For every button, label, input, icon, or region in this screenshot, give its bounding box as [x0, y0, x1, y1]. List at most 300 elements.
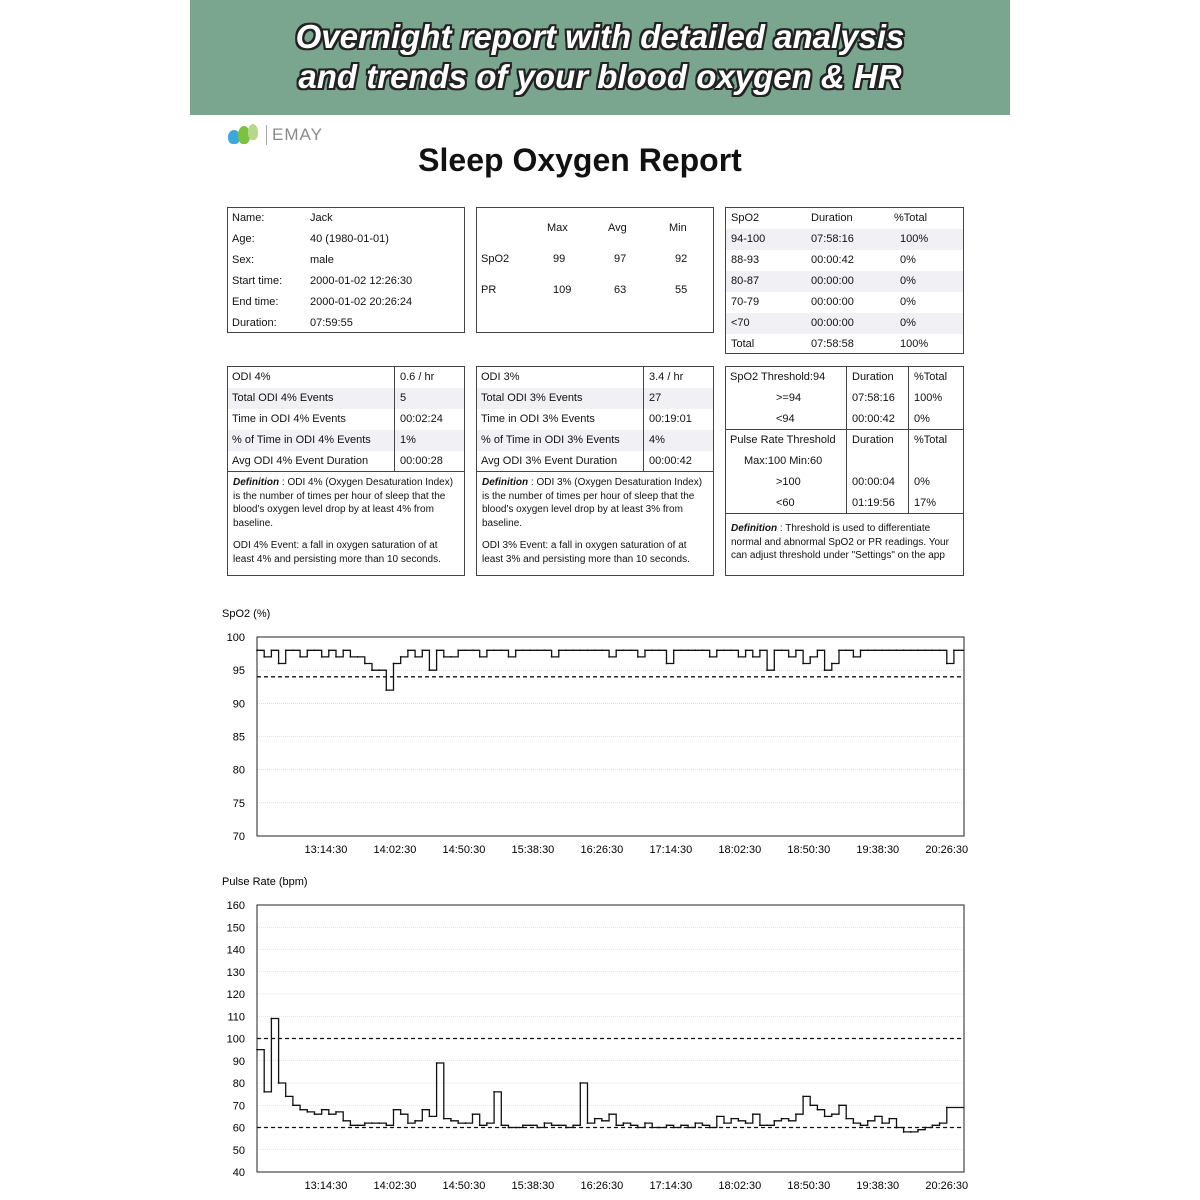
- data-point: [594, 649, 596, 651]
- data-point: [931, 649, 933, 651]
- data-point: [270, 649, 272, 651]
- data-point: [335, 656, 337, 658]
- data-point: [824, 1115, 826, 1117]
- data-point: [802, 663, 804, 665]
- data-point: [500, 1124, 502, 1126]
- data-point: [666, 1124, 668, 1126]
- data-point: [306, 649, 308, 651]
- data-point: [637, 1127, 639, 1129]
- data-point: [831, 663, 833, 665]
- data-point: [464, 1122, 466, 1124]
- x-tick-label: 18:50:30: [787, 1180, 831, 1192]
- field-label: End time:: [232, 296, 279, 308]
- data-point: [644, 649, 646, 651]
- data-point: [673, 1127, 675, 1129]
- data-point: [450, 1120, 452, 1122]
- summary-value: 63: [614, 284, 627, 296]
- x-tick-label: 18:50:30: [787, 844, 831, 856]
- data-point: [314, 1113, 316, 1115]
- data-point: [752, 1113, 754, 1115]
- data-point: [285, 1095, 287, 1097]
- data-point: [292, 1104, 294, 1106]
- column-header: Duration: [811, 212, 853, 224]
- odi-value: 00:02:24: [400, 413, 443, 425]
- dist-cell: 00:00:00: [811, 275, 854, 287]
- data-point: [745, 649, 747, 651]
- spo2-threshold-row: [726, 367, 963, 388]
- data-point: [385, 1124, 387, 1126]
- odi-value: 0.6 / hr: [400, 371, 435, 383]
- data-point: [450, 656, 452, 658]
- dist-cell: 00:00:00: [811, 296, 854, 308]
- x-tick-label: 18:02:30: [718, 844, 762, 856]
- data-point: [615, 1124, 617, 1126]
- x-tick-label: 14:50:30: [442, 1180, 486, 1192]
- pr-threshold-row: [726, 430, 963, 451]
- summary-header-row: [477, 218, 713, 239]
- data-point: [773, 1120, 775, 1122]
- data-point: [881, 1122, 883, 1124]
- data-point: [888, 649, 890, 651]
- data-series: [257, 1019, 964, 1132]
- summary-value: 92: [675, 253, 688, 265]
- y-tick-label: 110: [227, 1011, 245, 1024]
- data-point: [357, 656, 359, 658]
- data-point: [299, 656, 301, 658]
- dist-cell: 00:00:00: [811, 317, 854, 329]
- data-point: [630, 649, 632, 651]
- pulse-rate-chart: [0, 870, 1200, 1200]
- dist-cell: 0%: [900, 275, 916, 287]
- banner-line-2: and trends of your blood oxygen & HR: [298, 58, 902, 95]
- odi-label: Time in ODI 4% Events: [232, 413, 346, 425]
- y-tick-label: 80: [232, 764, 245, 777]
- data-point: [393, 1109, 395, 1111]
- data-point: [867, 649, 869, 651]
- y-tick-label: 130: [226, 966, 245, 979]
- x-tick-label: 15:38:30: [511, 844, 555, 856]
- odi-label: % of Time in ODI 3% Events: [481, 434, 620, 446]
- data-point: [587, 1122, 589, 1124]
- data-point: [795, 1113, 797, 1115]
- data-point: [522, 1124, 524, 1126]
- data-point: [766, 669, 768, 671]
- data-point: [457, 649, 459, 651]
- data-point: [400, 1113, 402, 1115]
- x-tick-label: 17:14:30: [649, 1180, 693, 1192]
- data-point: [551, 1124, 553, 1126]
- data-point: [263, 1091, 265, 1093]
- field-value: 2000-01-02 12:26:30: [310, 275, 413, 287]
- patient-row: [228, 313, 464, 334]
- data-point: [802, 1095, 804, 1097]
- data-point: [558, 1124, 560, 1126]
- data-point: [393, 663, 395, 665]
- dist-cell: <70: [731, 317, 750, 329]
- data-point: [709, 656, 711, 658]
- data-point: [694, 649, 696, 651]
- data-point: [486, 649, 488, 651]
- definition-text: [228, 472, 464, 579]
- odi-value: 00:19:01: [649, 413, 692, 425]
- data-point: [457, 1122, 459, 1124]
- data-point: [292, 649, 294, 651]
- data-point: [709, 1127, 711, 1129]
- y-tick-label: 40: [232, 1167, 245, 1179]
- data-point: [299, 1109, 301, 1111]
- data-point: [342, 1120, 344, 1122]
- event-definition: ODI 3% Event: a fall in oxygen saturation of at least 3% and persisting more than 10 seconds.: [482, 540, 690, 565]
- chart-title: SpO2 (%): [222, 608, 271, 620]
- data-point: [702, 649, 704, 651]
- y-tick-label: 50: [232, 1144, 245, 1157]
- data-point: [522, 649, 524, 651]
- odi-row: [228, 409, 464, 430]
- data-point: [752, 656, 754, 658]
- y-tick-label: 100: [226, 1033, 245, 1046]
- data-point: [658, 649, 660, 651]
- data-point: [364, 1122, 366, 1124]
- definition-label: Definition: [482, 477, 529, 488]
- data-point: [881, 649, 883, 651]
- definition-label: Definition: [731, 523, 778, 534]
- data-point: [687, 1127, 689, 1129]
- data-point: [515, 1127, 517, 1129]
- dist-header-row: [726, 208, 963, 229]
- dist-row: [726, 229, 963, 250]
- data-point: [910, 649, 912, 651]
- threshold-label: <94: [776, 413, 795, 425]
- field-value: Jack: [310, 212, 333, 224]
- summary-value: 55: [675, 284, 688, 296]
- data-point: [608, 656, 610, 658]
- data-point: [852, 1122, 854, 1124]
- odi-value: 27: [649, 392, 662, 404]
- definition-text: [477, 472, 713, 579]
- summary-value: 99: [553, 253, 566, 265]
- data-point: [644, 1122, 646, 1124]
- data-point: [572, 649, 574, 651]
- field-label: Duration:: [232, 317, 277, 329]
- dist-cell: 0%: [900, 254, 916, 266]
- data-point: [579, 1082, 581, 1084]
- data-point: [328, 1113, 330, 1115]
- data-point: [687, 649, 689, 651]
- threshold-duration: 00:00:42: [852, 413, 895, 425]
- odi-row: [477, 430, 713, 451]
- banner-line-1: Overnight report with detailed analysis: [295, 18, 905, 55]
- odi4-table: [227, 366, 465, 576]
- patient-row: [228, 292, 464, 313]
- column-header: Min: [669, 222, 687, 234]
- data-point: [378, 1122, 380, 1124]
- dist-cell: 100%: [900, 233, 929, 245]
- dist-cell: 88-93: [731, 254, 760, 266]
- data-point: [795, 649, 797, 651]
- summary-value: 109: [553, 284, 572, 296]
- x-tick-label: 19:38:30: [856, 844, 900, 856]
- dist-cell: 70-79: [731, 296, 760, 308]
- data-point: [407, 649, 409, 651]
- data-point: [278, 1082, 280, 1084]
- data-point: [939, 649, 941, 651]
- data-point: [529, 649, 531, 651]
- column-header: %Total: [894, 212, 928, 224]
- dist-cell: 00:00:42: [811, 254, 854, 266]
- odi-row: [477, 409, 713, 430]
- data-point: [773, 649, 775, 651]
- field-label: Name:: [232, 212, 265, 224]
- odi-value: 00:00:42: [649, 455, 692, 467]
- data-point: [493, 1091, 495, 1093]
- data-point: [400, 656, 402, 658]
- dist-row: [726, 313, 963, 334]
- data-point: [263, 656, 265, 658]
- chart-title: Pulse Rate (bpm): [222, 876, 308, 888]
- field-value: 40 (1980-01-01): [310, 233, 389, 245]
- patient-row: [228, 250, 464, 271]
- field-label: Start time:: [232, 275, 283, 287]
- data-point: [608, 1113, 610, 1115]
- definition-body: : ODI 4% (Oxygen Desaturation Index) is the number of times per hour of sleep that the blood's oxygen level drop by at least 4% from baseline.: [233, 477, 454, 529]
- dist-cell: 07:58:16: [811, 233, 854, 245]
- logo-text: EMAY: [266, 125, 323, 145]
- summary-table: [476, 207, 714, 333]
- data-point: [824, 669, 826, 671]
- odi-value: 00:00:28: [400, 455, 443, 467]
- data-point: [543, 649, 545, 651]
- data-point: [335, 1111, 337, 1113]
- threshold-label: Max:100 Min:60: [744, 455, 823, 467]
- threshold-percent: %Total: [914, 434, 948, 446]
- y-tick-label: 120: [226, 989, 245, 1001]
- data-point: [615, 649, 617, 651]
- data-point: [860, 649, 862, 651]
- data-point: [716, 1115, 718, 1117]
- divider: [477, 471, 713, 472]
- odi-label: Total ODI 4% Events: [232, 392, 334, 404]
- x-tick-label: 16:26:30: [580, 1180, 624, 1192]
- data-point: [314, 649, 316, 651]
- y-tick-label: 160: [226, 900, 245, 912]
- divider: [908, 367, 909, 513]
- odi-row: [477, 388, 713, 409]
- data-point: [342, 649, 344, 651]
- odi-label: ODI 3%: [481, 371, 520, 383]
- data-point: [385, 689, 387, 691]
- y-tick-label: 70: [232, 831, 245, 843]
- spo2-distribution-table: [725, 207, 964, 354]
- definition-body: : Threshold is used to differentiate normal and abnormal SpO2 or PR readings. Your can adjust threshold under "Settings" on the app: [731, 523, 949, 561]
- threshold-label: Pulse Rate Threshold: [730, 434, 836, 446]
- threshold-percent: 17%: [914, 497, 937, 509]
- y-tick-label: 95: [232, 665, 245, 678]
- dist-row: [726, 250, 963, 271]
- pr-threshold-row: [726, 451, 963, 472]
- definition-label: Definition: [233, 477, 280, 488]
- threshold-duration: 00:00:04: [852, 476, 895, 488]
- data-point: [536, 649, 538, 651]
- dist-cell: 07:58:58: [811, 338, 854, 350]
- data-point: [716, 649, 718, 651]
- odi-row: [477, 451, 713, 472]
- data-point: [472, 1113, 474, 1115]
- patient-row: [228, 271, 464, 292]
- data-point: [860, 1124, 862, 1126]
- dist-cell: Total: [731, 338, 755, 350]
- divider: [643, 367, 644, 472]
- data-point: [464, 649, 466, 651]
- x-tick-label: 14:50:30: [442, 844, 486, 856]
- x-tick-label: 13:14:30: [304, 844, 348, 856]
- definition-text: [726, 518, 963, 576]
- data-point: [910, 1131, 912, 1133]
- data-point: [579, 649, 581, 651]
- y-tick-label: 140: [226, 944, 245, 957]
- promo-banner: [190, 0, 1010, 115]
- data-point: [896, 1127, 898, 1129]
- data-point: [759, 1124, 761, 1126]
- x-tick-label: 16:26:30: [580, 844, 624, 856]
- field-value: 2000-01-02 20:26:24: [310, 296, 413, 308]
- data-point: [536, 1127, 538, 1129]
- data-point: [414, 1120, 416, 1122]
- data-point: [694, 1122, 696, 1124]
- divider: [846, 367, 847, 513]
- dist-cell: 100%: [900, 338, 929, 350]
- x-tick-label: 20:26:30: [925, 844, 969, 856]
- data-point: [730, 649, 732, 651]
- y-tick-label: 60: [232, 1122, 245, 1135]
- data-point: [500, 649, 502, 651]
- summary-value: 97: [614, 253, 627, 265]
- data-point: [623, 1122, 625, 1124]
- data-point: [867, 1120, 869, 1122]
- threshold-duration: 01:19:56: [852, 497, 895, 509]
- dist-cell: 0%: [900, 317, 916, 329]
- data-point: [737, 656, 739, 658]
- data-point: [831, 1113, 833, 1115]
- threshold-label: >=94: [776, 392, 802, 404]
- data-point: [443, 1118, 445, 1120]
- divider: [228, 471, 464, 472]
- y-tick-label: 70: [232, 1100, 245, 1113]
- data-point: [737, 1120, 739, 1122]
- data-point: [946, 663, 948, 665]
- data-point: [508, 656, 510, 658]
- data-point: [917, 649, 919, 651]
- data-point: [781, 649, 783, 651]
- data-point: [637, 656, 639, 658]
- data-point: [421, 1109, 423, 1111]
- x-tick-label: 14:02:30: [373, 1180, 417, 1192]
- data-point: [493, 649, 495, 651]
- data-point: [529, 1124, 531, 1126]
- data-point: [845, 1118, 847, 1120]
- data-point: [874, 1115, 876, 1117]
- odi-label: Avg ODI 3% Event Duration: [481, 455, 618, 467]
- y-tick-label: 150: [226, 922, 245, 935]
- data-point: [759, 649, 761, 651]
- data-point: [350, 1124, 352, 1126]
- data-point: [702, 1124, 704, 1126]
- x-tick-label: 15:38:30: [511, 1180, 555, 1192]
- data-point: [817, 1109, 819, 1111]
- data-point: [845, 649, 847, 651]
- data-point: [931, 1124, 933, 1126]
- odi-row: [228, 451, 464, 472]
- data-point: [896, 649, 898, 651]
- data-point: [723, 1122, 725, 1124]
- odi3-table: [476, 366, 714, 576]
- data-point: [371, 1122, 373, 1124]
- dist-row: [726, 292, 963, 313]
- data-point: [623, 649, 625, 651]
- data-point: [888, 1118, 890, 1120]
- pr-threshold-row: [726, 472, 963, 493]
- data-point: [601, 1120, 603, 1122]
- data-point: [680, 649, 682, 651]
- spo2-threshold-row: [726, 409, 963, 430]
- data-point: [436, 1062, 438, 1064]
- data-point: [838, 1104, 840, 1106]
- y-tick-label: 90: [232, 1055, 245, 1068]
- data-point: [256, 649, 258, 651]
- field-value: 07:59:55: [310, 317, 353, 329]
- data-point: [730, 1118, 732, 1120]
- threshold-label: >100: [776, 476, 801, 488]
- data-point: [407, 1122, 409, 1124]
- odi-value: 1%: [400, 434, 416, 446]
- dist-cell: 0%: [900, 296, 916, 308]
- dist-cell: 94-100: [731, 233, 766, 245]
- odi-value: 5: [400, 392, 407, 404]
- data-point: [817, 649, 819, 651]
- field-label: Age:: [232, 233, 255, 245]
- data-point: [723, 649, 725, 651]
- data-point: [651, 1127, 653, 1129]
- data-point: [515, 649, 517, 651]
- patient-info-table: [227, 207, 465, 333]
- data-point: [565, 1127, 567, 1129]
- data-point: [479, 1124, 481, 1126]
- summary-row: [477, 280, 713, 301]
- data-point: [924, 649, 926, 651]
- column-header: SpO2: [731, 212, 760, 224]
- data-point: [651, 649, 653, 651]
- y-tick-label: 80: [232, 1078, 245, 1090]
- data-point: [838, 649, 840, 651]
- x-tick-label: 20:26:30: [925, 1180, 969, 1192]
- threshold-label: SpO2 Threshold:94: [730, 371, 826, 383]
- event-definition: ODI 4% Event: a fall in oxygen saturation of at least 4% and persisting more than 10 seconds.: [233, 540, 441, 565]
- odi-row: [477, 367, 713, 388]
- odi-row: [228, 430, 464, 451]
- data-point: [429, 669, 431, 671]
- data-point: [809, 656, 811, 658]
- x-tick-label: 17:14:30: [649, 844, 693, 856]
- data-point: [788, 656, 790, 658]
- odi-label: ODI 4%: [232, 371, 271, 383]
- threshold-duration: Duration: [852, 434, 894, 446]
- column-header: Max: [547, 222, 568, 234]
- dist-cell: 80-87: [731, 275, 760, 287]
- data-point: [486, 1122, 488, 1124]
- data-point: [479, 656, 481, 658]
- data-point: [680, 1124, 682, 1126]
- spo2-chart: [0, 600, 1200, 865]
- data-point: [809, 1104, 811, 1106]
